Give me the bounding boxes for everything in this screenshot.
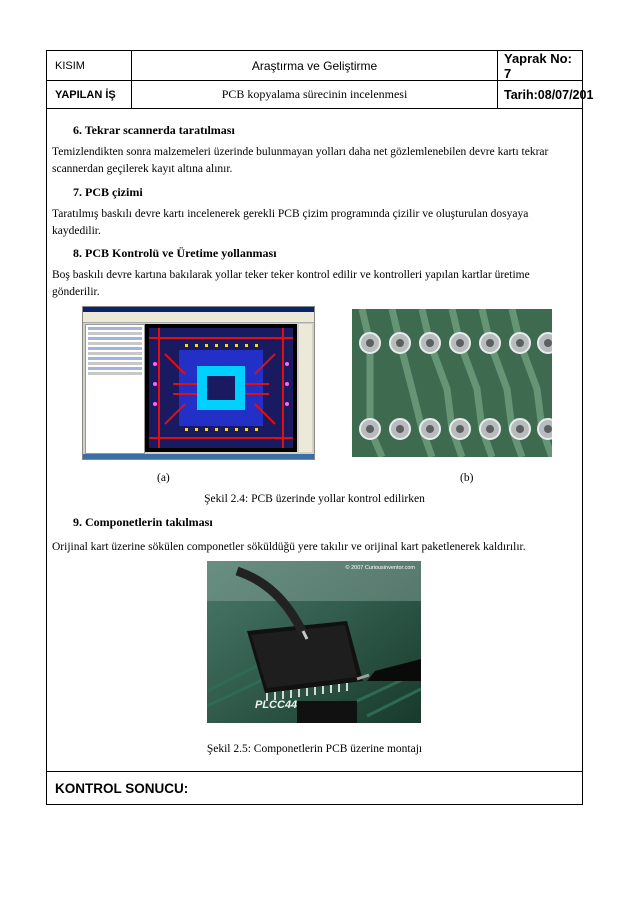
control-result-footer xyxy=(47,771,582,804)
component-mounting-photo xyxy=(207,561,421,723)
section-text-7: Taratılmış baskılı devre kartı incelenerek gerekli PCB çizim programında çizilir ve oluşturulan dosyaya kaydedilir. xyxy=(52,208,529,237)
section-text-9: Orijinal kart üzerine sökülen componetler söküldüğü yere takılır ve orijinal kart paketlenerek kaldırılır. xyxy=(52,541,526,553)
section-heading-6: 6. Tekrar scannerda taratılması xyxy=(73,123,235,137)
figure-2-4-caption: Şekil 2.4: PCB üzerinde yollar kontrol edilirken xyxy=(204,493,425,505)
section-text-8: Boş baskılı devre kartına bakılarak yollar teker teker kontrol edilir ve kontrolleri yapılan kartlar üretime gönderilir. xyxy=(52,269,530,298)
task-title: PCB kopyalama sürecinin incelenmesi xyxy=(131,81,497,108)
header-row-2 xyxy=(47,81,594,109)
date-field: Tarih:08/07/201 xyxy=(497,81,582,108)
header-row-1 xyxy=(47,51,582,81)
department-title: Araştırma ve Geliştirme xyxy=(131,51,497,80)
figure-2-5-caption: Şekil 2.5: Componetlerin PCB üzerine montajı xyxy=(206,743,423,755)
section-heading-7: 7. PCB çizimi xyxy=(73,185,143,199)
section-heading-8: 8. PCB Kontrolü ve Üretime yollanması xyxy=(73,246,277,260)
figure-label-b: (b) xyxy=(460,472,474,484)
figure-label-a: (a) xyxy=(157,472,170,484)
control-result-label: KONTROL SONUCU: xyxy=(55,781,189,796)
page-number: Yaprak No: 7 xyxy=(497,51,582,80)
chip-label: PLCC44 xyxy=(255,699,298,711)
document-page xyxy=(46,50,594,805)
kisim-label: KISIM xyxy=(55,59,85,72)
task-label: YAPILAN İŞ xyxy=(55,88,116,101)
photo-watermark: © 2007 Curiousinventor.com xyxy=(345,565,415,571)
pcb-closeup-photo xyxy=(352,309,552,457)
pcb-software-screenshot xyxy=(82,306,315,460)
section-heading-9: 9. Componetlerin takılması xyxy=(73,515,213,529)
section-text-6: Temizlendikten sonra malzemeleri üzerinde bulunmayan yolları daha net gözlemlenebilen devre kartı tekrar scannerdan geçilerek kayıt altına alınır. xyxy=(52,146,549,175)
